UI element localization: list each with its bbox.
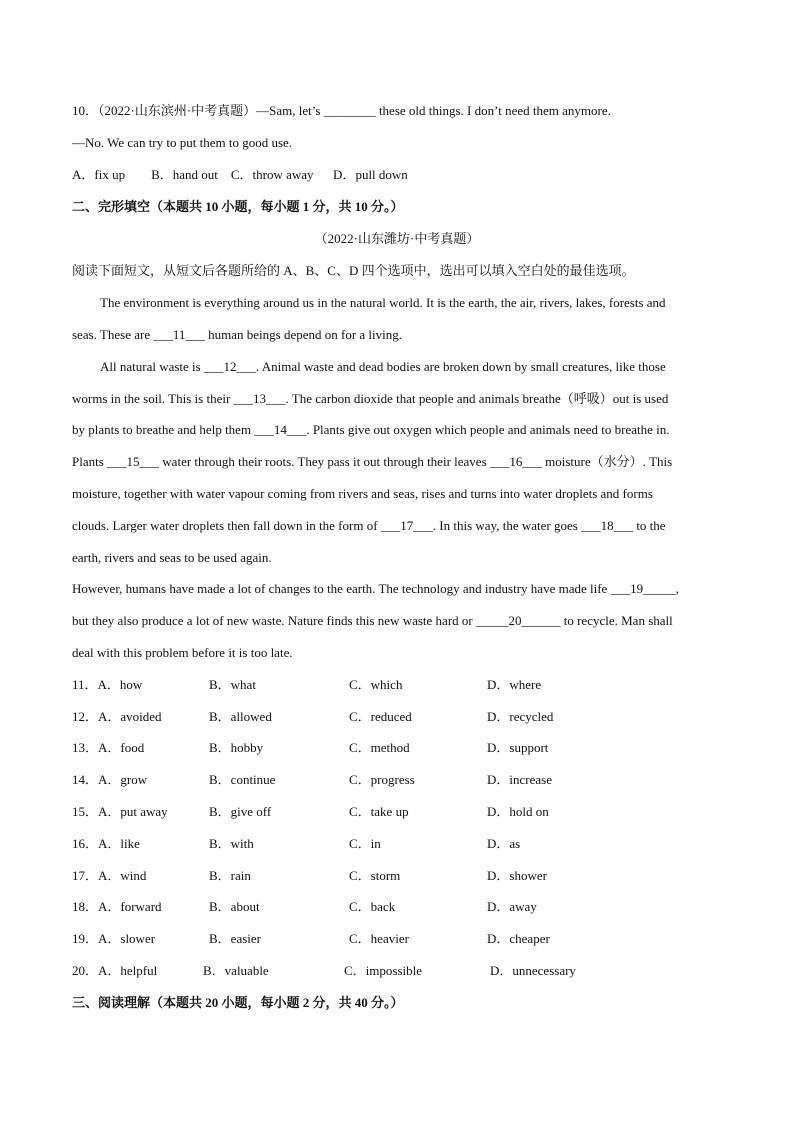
option-a: 11．A．how bbox=[72, 677, 143, 692]
option-c: C．heavier bbox=[349, 931, 409, 946]
option-a: 18．A．forward bbox=[72, 899, 162, 914]
option-b: B．what bbox=[209, 677, 256, 692]
option-b: B．allowed bbox=[209, 709, 272, 724]
passage-text: moisture（水分）. This bbox=[541, 454, 673, 469]
passage-text: to recycle. Man shall bbox=[560, 613, 673, 628]
question-row bbox=[72, 868, 722, 884]
q10-reply: —No. We can try to put them to good use. bbox=[72, 135, 293, 150]
passage-text: . The carbon dioxide that people and animals breathe（呼吸）out is used bbox=[285, 391, 669, 406]
section2-source: （2022·山东潍坊·中考真题） bbox=[314, 231, 480, 246]
option-d: D．as bbox=[487, 836, 521, 851]
option-b: B．with bbox=[209, 836, 254, 851]
blank-19: ___19_____ bbox=[610, 581, 676, 596]
passage-text: However, humans have made a lot of changes to the earth. The technology and industry have made life bbox=[72, 581, 611, 596]
q10-options: A．fix up B．hand out C．throw away D．pull down bbox=[72, 167, 408, 182]
passage-line: earth, rivers and seas to be used again. bbox=[72, 550, 272, 565]
passage-text: , bbox=[675, 581, 679, 596]
option-d: D．hold on bbox=[487, 804, 549, 819]
passage-line bbox=[72, 518, 722, 534]
blank-20: _____20______ bbox=[475, 613, 561, 628]
q10-stem bbox=[72, 103, 722, 119]
option-b: B．easier bbox=[209, 931, 261, 946]
question-row bbox=[72, 677, 722, 693]
blank-11: ___11___ bbox=[153, 327, 205, 342]
blank-13: ___13___ bbox=[233, 391, 286, 406]
option-a: 19．A．slower bbox=[72, 931, 156, 946]
blank-17: ___17___ bbox=[380, 518, 433, 533]
question-row bbox=[72, 899, 722, 915]
passage-text: but they also produce a lot of new waste. Nature finds this new waste hard or bbox=[72, 613, 476, 628]
option-c: C．progress bbox=[349, 772, 415, 787]
question-row bbox=[72, 709, 722, 725]
passage-text: human beings depend on for a living. bbox=[204, 327, 403, 342]
q10-text-a: 10．（2022·山东滨州·中考真题）—Sam, let’s bbox=[72, 103, 324, 118]
passage-text: to the bbox=[633, 518, 666, 533]
option-a: 17．A．wind bbox=[72, 868, 147, 883]
passage-line bbox=[72, 581, 722, 597]
option-c: C．in bbox=[349, 836, 381, 851]
blank-14: ___14___ bbox=[254, 422, 307, 437]
option-d: D．away bbox=[487, 899, 537, 914]
passage-line bbox=[72, 327, 722, 343]
option-d: D．unnecessary bbox=[490, 963, 576, 978]
option-a: 13．A．food bbox=[72, 740, 145, 755]
passage-line bbox=[72, 613, 722, 629]
passage-line bbox=[72, 454, 722, 470]
option-a: 15．A．put away bbox=[72, 804, 168, 819]
passage-text: Plants bbox=[72, 454, 108, 469]
blank-12: ___12___ bbox=[203, 359, 256, 374]
passage-line: moisture, together with water vapour coming from rivers and seas, rises and turns into water droplets and forms bbox=[72, 486, 653, 501]
question-row bbox=[72, 836, 722, 852]
option-a: 12．A．avoided bbox=[72, 709, 162, 724]
passage-text: clouds. Larger water droplets then fall down in the form of bbox=[72, 518, 381, 533]
option-d: D．recycled bbox=[487, 709, 554, 724]
blank-16: ___16___ bbox=[489, 454, 542, 469]
option-c: C．back bbox=[349, 899, 396, 914]
option-c: C．take up bbox=[349, 804, 409, 819]
passage-text: water through their roots. They pass it out through their leaves bbox=[159, 454, 490, 469]
passage-text: . In this way, the water goes bbox=[432, 518, 582, 533]
option-c: C．method bbox=[349, 740, 410, 755]
option-b: B．rain bbox=[209, 868, 251, 883]
question-row bbox=[72, 963, 722, 979]
option-b: B．hobby bbox=[209, 740, 264, 755]
passage-text: . Plants give out oxygen which people and animals need to breathe in. bbox=[306, 422, 670, 437]
passage-text: seas. These are bbox=[72, 327, 154, 342]
option-c: C．storm bbox=[349, 868, 401, 883]
q10-blank: ________ bbox=[323, 103, 376, 118]
passage-line: The environment is everything around us in the natural world. It is the earth, the air, rivers, lakes, forests and bbox=[100, 295, 666, 310]
option-a: 16．A．like bbox=[72, 836, 140, 851]
option-a: 14．A．grow bbox=[72, 772, 148, 787]
passage-text: by plants to breathe and help them bbox=[72, 422, 255, 437]
blank-18: ___18___ bbox=[581, 518, 634, 533]
question-row bbox=[72, 740, 722, 756]
question-row bbox=[72, 931, 722, 947]
section2-instruction: 阅读下面短文，从短文后各题所给的 A、B、C、D 四个选项中，选出可以填入空白处的最佳选项。 bbox=[72, 263, 635, 278]
passage-text: . Animal waste and dead bodies are broken down by small creatures, like those bbox=[255, 359, 666, 374]
passage-line bbox=[100, 359, 722, 375]
passage-line: deal with this problem before it is too late. bbox=[72, 645, 293, 660]
option-b: B．continue bbox=[209, 772, 276, 787]
option-c: C．impossible bbox=[344, 963, 423, 978]
q10-text-b: these old things. I don’t need them anymore. bbox=[375, 103, 611, 118]
option-d: D．cheaper bbox=[487, 931, 550, 946]
option-b: B．about bbox=[209, 899, 260, 914]
option-d: D．shower bbox=[487, 868, 547, 883]
option-d: D．where bbox=[487, 677, 542, 692]
option-c: C．which bbox=[349, 677, 403, 692]
passage-line bbox=[72, 422, 722, 438]
section2-heading: 二、完形填空（本题共 10 小题，每小题 1 分，共 10 分。） bbox=[72, 199, 404, 214]
option-c: C．reduced bbox=[349, 709, 412, 724]
option-b: B．give off bbox=[209, 804, 272, 819]
passage-text: All natural waste is bbox=[100, 359, 204, 374]
option-d: D．support bbox=[487, 740, 549, 755]
option-b: B．valuable bbox=[203, 963, 269, 978]
question-row bbox=[72, 804, 722, 820]
option-d: D．increase bbox=[487, 772, 552, 787]
question-row bbox=[72, 772, 722, 788]
passage-line bbox=[72, 391, 722, 407]
blank-15: ___15___ bbox=[107, 454, 160, 469]
section3-heading: 三、阅读理解（本题共 20 小题，每小题 2 分，共 40 分。） bbox=[72, 995, 404, 1010]
option-a: 20．A．helpful bbox=[72, 963, 158, 978]
passage-text: worms in the soil. This is their bbox=[72, 391, 234, 406]
